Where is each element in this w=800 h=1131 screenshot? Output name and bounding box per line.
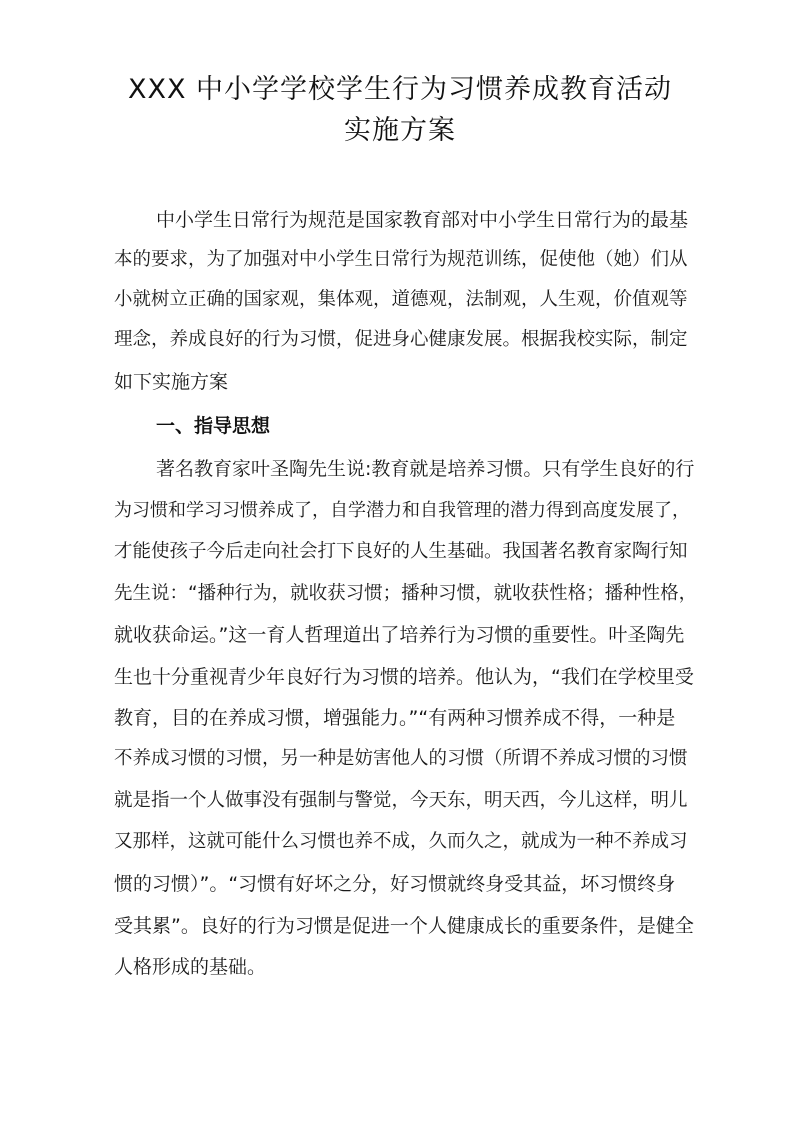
section-line: 惯的习惯）”。“习惯有好坏之分，好习惯就终身受其益，坏习惯终身 <box>114 873 676 895</box>
document-title-line1: XXX 中小学学校学生行为习惯养成教育活动 <box>127 74 673 105</box>
intro-line: 小就树立正确的国家观，集体观，道德观，法制观，人生观，价值观等 <box>114 289 688 310</box>
section-heading: 一、指导思想 <box>156 415 271 437</box>
section-line: 著名教育家叶圣陶先生说:教育就是培养习惯。只有学生良好的行 <box>156 458 695 480</box>
intro-line: 理念，养成良好的行为习惯，促进身心健康发展。根据我校实际，制定 <box>114 329 688 350</box>
intro-line: 本的要求，为了加强对中小学生日常行为规范训练，促使他（她）们从 <box>114 249 688 270</box>
section-line: 受其累”。良好的行为习惯是促进一个人健康成长的重要条件，是健全 <box>114 915 694 937</box>
section-line: 不养成习惯的习惯，另一种是妨害他人的习惯（所谓不养成习惯的习惯 <box>114 748 688 769</box>
section-line: 就是指一个人做事没有强制与警觉，今天东，明天西，今儿这样，明儿 <box>114 790 688 811</box>
intro-line: 中小学生日常行为规范是国家教育部对中小学生日常行为的最基 <box>156 209 689 231</box>
section-line: 又那样，这就可能什么习惯也养不成，久而久之，就成为一种不养成习 <box>114 831 688 852</box>
section-line: 生也十分重视青少年良好行为习惯的培养。他认为，“我们在学校里受 <box>114 666 694 688</box>
intro-line: 如下实施方案 <box>114 371 229 393</box>
section-line: 才能使孩子今后走向社会打下良好的人生基础。我国著名教育家陶行知 <box>114 541 688 562</box>
section-line: 先生说：“播种行为，就收获习惯；播种习惯，就收获性格；播种性格， <box>114 583 698 604</box>
section-line: 就收获命运。”这一育人哲理道出了培养行为习惯的重要性。叶圣陶先 <box>114 624 685 646</box>
section-line: 人格形成的基础。 <box>114 956 267 978</box>
section-line: 教育，目的在养成习惯，增强能力。”“有两种习惯养成不得，一种是 <box>114 707 676 729</box>
section-line: 为习惯和学习习惯养成了，自学潜力和自我管理的潜力得到高度发展了， <box>114 500 690 521</box>
document-title-line2: 实施方案 <box>344 115 456 146</box>
